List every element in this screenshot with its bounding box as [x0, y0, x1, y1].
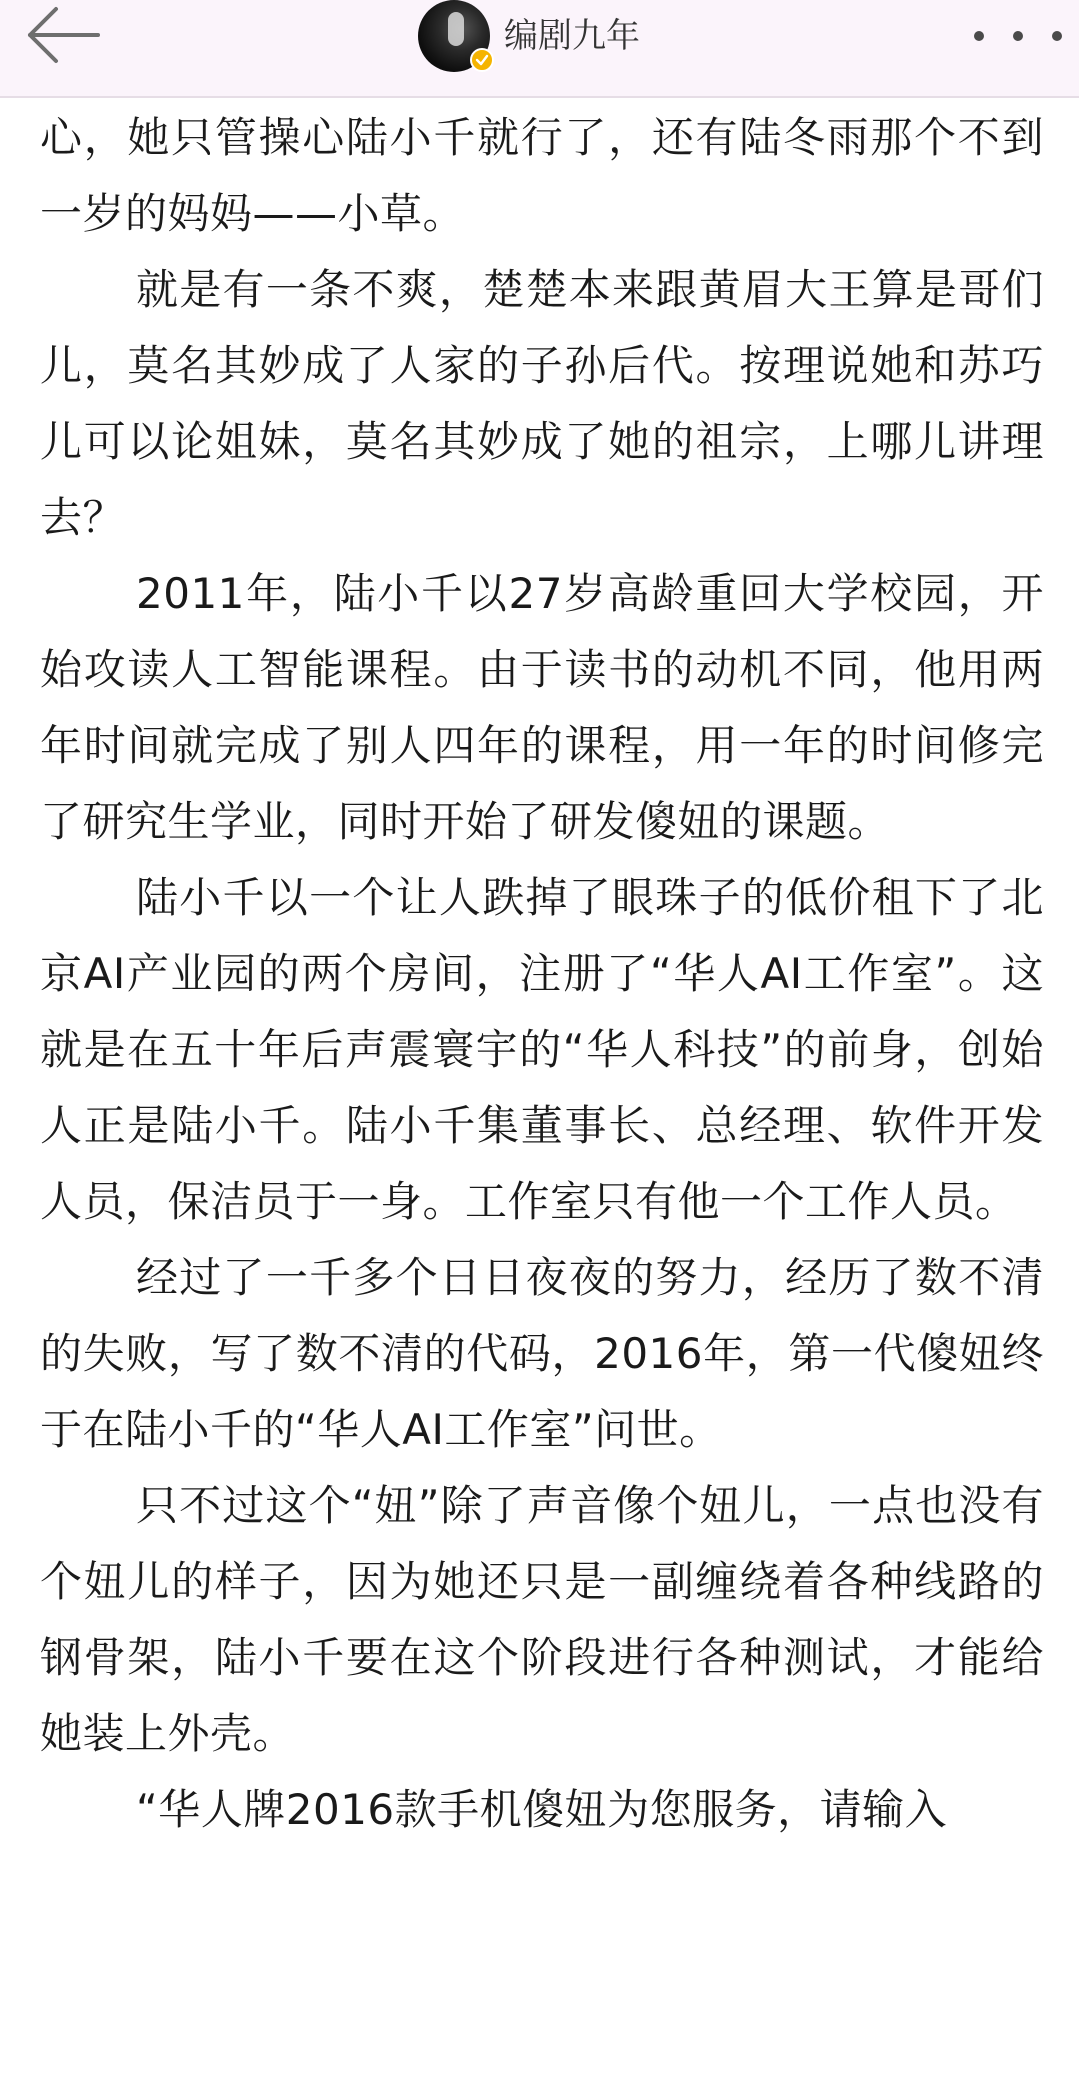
- more-button[interactable]: [974, 14, 1062, 58]
- author-name[interactable]: 编剧九年: [504, 16, 640, 56]
- more-dots-icon: [1013, 31, 1023, 41]
- back-button[interactable]: [22, 4, 104, 70]
- article-paragraph: 2011年，陆小千以27岁高龄重回大学校园，开始攻读人工智能课程。由于读书的动机不同，他用两年时间就完成了别人四年的课程，用一年的时间修完了研究生学业，同时开始了研发傻妞的课题。: [40, 569, 1044, 846]
- more-dots-icon: [1052, 31, 1062, 41]
- verified-badge-icon: [470, 48, 494, 72]
- article-paragraph: 经过了一千多个日日夜夜的努力，经历了数不清的失败，写了数不清的代码，2016年，第一代傻妞终于在陆小千的“华人AI工作室”问世。: [40, 1253, 1044, 1454]
- arrow-left-icon: [22, 4, 104, 70]
- article-paragraph: 陆小千以一个让人跌掉了眼珠子的低价租下了北京AI产业园的两个房间，注册了“华人AI工作室”。这就是在五十年后声震寰宇的“华人科技”的前身，创始人正是陆小千。陆小千集董事长、总经理、软件开发人员，保洁员于一身。工作室只有他一个工作人员。: [40, 873, 1044, 1226]
- article-paragraph: 只不过这个“妞”除了声音像个妞儿，一点也没有个妞儿的样子，因为她还只是一副缠绕着各种线路的钢骨架，陆小千要在这个阶段进行各种测试，才能给她装上外壳。: [40, 1481, 1044, 1758]
- avatar-container[interactable]: [418, 0, 490, 72]
- article-paragraph: 就是有一条不爽，楚楚本来跟黄眉大王算是哥们儿，莫名其妙成了人家的子孙后代。按理说她和苏巧儿可以论姐妹，莫名其妙成了她的祖宗，上哪儿讲理去？: [40, 265, 1044, 542]
- top-bar: [0, 0, 1079, 98]
- article-paragraph: “华人牌2016款手机傻妞为您服务，请输入: [136, 1785, 948, 1834]
- author-info[interactable]: [418, 0, 640, 72]
- article-body: [40, 100, 1044, 1848]
- article-paragraph: 心，她只管操心陆小千就行了，还有陆冬雨那个不到一岁的妈妈——小草。: [40, 113, 1044, 238]
- more-dots-icon: [974, 31, 984, 41]
